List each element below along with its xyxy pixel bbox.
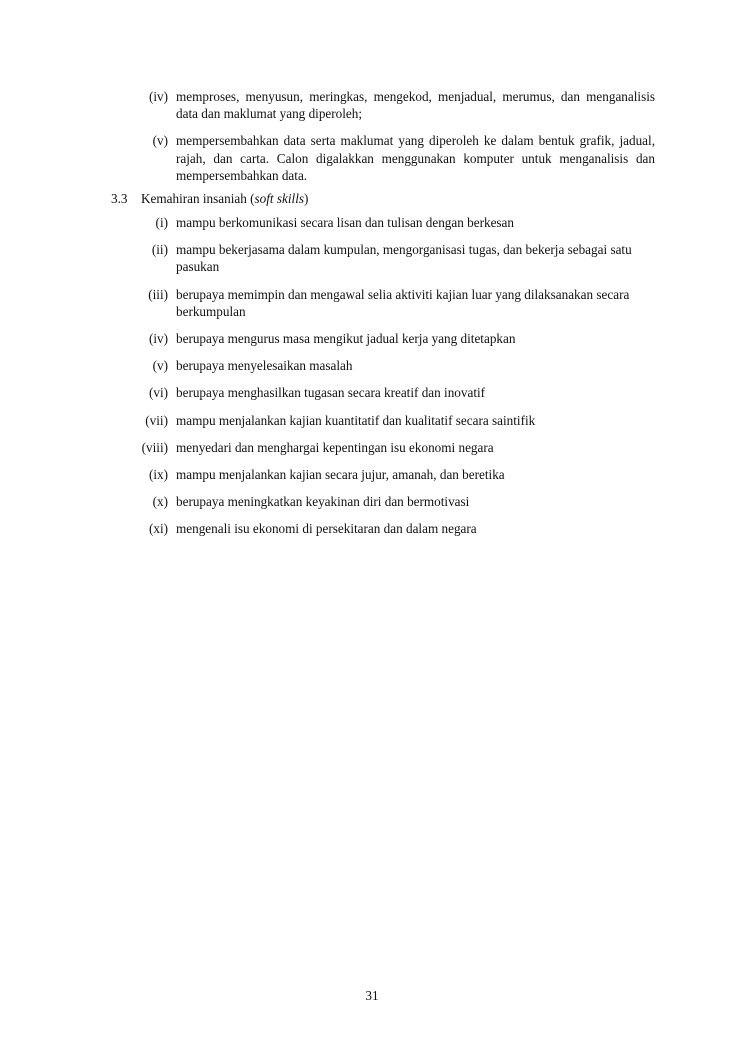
- section-number: 3.3: [111, 191, 128, 206]
- list-item: [0, 132, 744, 184]
- list-item-text: berupaya meningkatkan keyakinan diri dan bermotivasi: [176, 494, 470, 510]
- list-item-marker: (ii): [151, 242, 168, 258]
- list-item: [0, 214, 744, 231]
- list-item-text: mampu menjalankan kajian secara jujur, amanah, dan beretika: [176, 467, 505, 483]
- section-title: [141, 190, 744, 207]
- list-item-marker: (v): [152, 358, 168, 374]
- list-item-marker: (xi): [148, 521, 168, 537]
- list-item-text: mempersembahkan data serta maklumat yang diperoleh ke dalam bentuk grafik, jadual, rajah, dan carta. Calon digalakkan menggunakan komputer untuk menganalisis dan mempersembahkan data.: [176, 133, 655, 183]
- list-item-text: mengenali isu ekonomi di persekitaran dan dalam negara: [176, 521, 477, 537]
- list-item-text: mampu menjalankan kajian kuantitatif dan kualitatif secara saintifik: [176, 412, 536, 428]
- list-item-text: memproses, menyusun, meringkas, mengekod, menjadual, merumus, dan menganalisis data dan maklumat yang diperoleh;: [176, 89, 655, 122]
- list-item-marker: (iii): [148, 286, 168, 302]
- list-item-marker: (ix): [148, 467, 168, 483]
- list-item: [0, 439, 744, 456]
- list-item: [0, 466, 744, 483]
- list-item-text: menyedari dan menghargai kepentingan isu ekonomi negara: [176, 439, 494, 455]
- list-item: [0, 357, 744, 374]
- list-item: [0, 520, 744, 537]
- list-item-marker: (viii): [141, 439, 168, 455]
- section-heading: [0, 190, 744, 207]
- section-title-tail: ): [304, 191, 309, 206]
- list-item-marker: (x): [152, 494, 168, 510]
- list-item: [0, 384, 744, 401]
- list-item: [0, 286, 744, 320]
- list-item-marker: (iv): [148, 89, 168, 104]
- list-item-marker: (i): [155, 215, 168, 230]
- list-item-text: berupaya menghasilkan tugasan secara kreatif dan inovatif: [176, 385, 486, 401]
- list-item: [0, 493, 744, 510]
- list-item-text: berupaya memimpin dan mengawal selia aktiviti kajian luar yang dilaksanakan secara berkumpulan: [176, 286, 630, 319]
- list-item-marker: (vii): [145, 412, 168, 428]
- list-item-marker: (v): [152, 133, 168, 149]
- list-item: [0, 412, 744, 429]
- list-item-marker: (vi): [148, 385, 168, 401]
- list-item-text: berupaya menyelesaikan masalah: [176, 358, 353, 374]
- list-item: [0, 88, 744, 122]
- list-item: [0, 241, 744, 275]
- page-number: 31: [365, 988, 379, 1003]
- section-title-plain: Kemahiran insaniah (: [141, 191, 255, 206]
- list-item-text: mampu berkomunikasi secara lisan dan tulisan dengan berkesan: [176, 215, 515, 230]
- continued-list: [0, 88, 744, 194]
- soft-skills-list: [0, 214, 744, 548]
- list-item-text: berupaya mengurus masa mengikut jadual kerja yang ditetapkan: [176, 331, 516, 347]
- list-item-text: mampu bekerjasama dalam kumpulan, mengorganisasi tugas, dan bekerja sebagai satu pasukan: [176, 242, 632, 275]
- list-item: [0, 330, 744, 347]
- list-item-marker: (iv): [148, 331, 168, 347]
- section-title-italic: soft skills: [254, 191, 304, 206]
